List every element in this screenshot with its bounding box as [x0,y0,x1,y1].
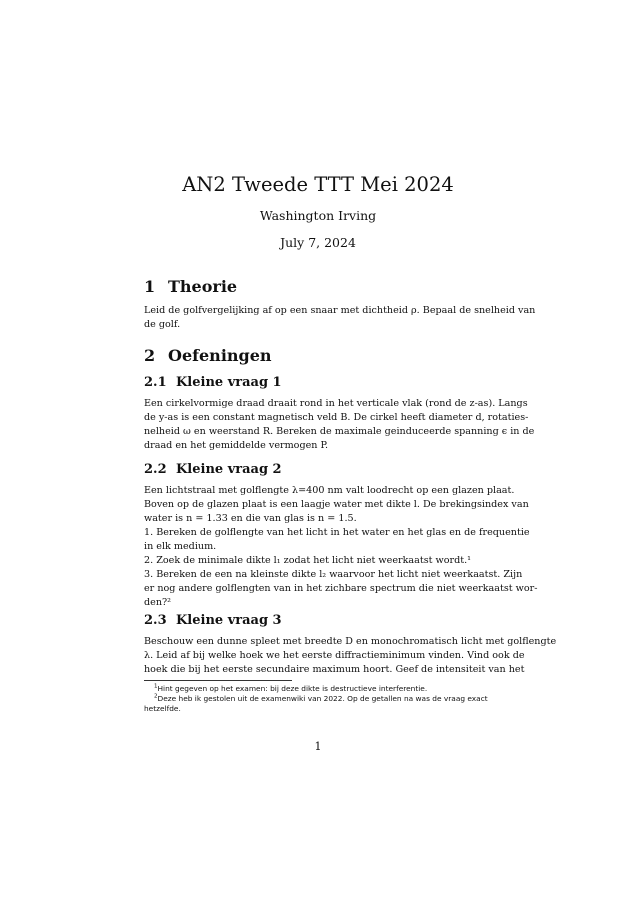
text-line: nelheid ω en weerstand R. Bereken de maximale geinduceerde spanning ϵ in de [144,426,535,437]
footnote-mark: 2 [154,693,158,700]
paragraph-theorie [144,304,536,332]
subsection-number: 2.2 [144,462,167,477]
document-title: AN2 Tweede TTT Mei 2024 [182,173,454,196]
paragraph-kleine-vraag-2 [144,484,538,610]
subsection-heading-kleine-vraag-3 [144,613,282,628]
footnote-text: Deze heb ik gestolen uit de examenwiki van 2022. Op de getallen na was de vraag exact hetzelfde. [144,694,488,713]
footnotes [144,684,512,714]
text-line: 2. Zoek de minimale dikte l₁ zodat het licht niet weerkaatst wordt.¹ [144,555,471,566]
text-line: Een lichtstraal met golflengte λ=400 nm valt loodrecht op een glazen plaat. [144,485,515,496]
footnote [144,694,512,714]
page-number: 1 [314,740,322,753]
footnote-rule [144,680,292,681]
subsection-title: Kleine vraag 3 [176,613,282,628]
paragraph-kleine-vraag-3 [144,635,557,677]
text-line: 1. Bereken de golflengte van het licht in het water en het glas en de frequentie [144,527,530,538]
section-title: Oefeningen [168,346,272,365]
text-line: den?² [144,597,171,608]
text-line: draad en het gemiddelde vermogen P. [144,440,329,451]
footnote-text: Hint gegeven op het examen: bij deze dikte is destructieve interferentie. [157,684,428,693]
text-line: Leid de golfvergelijking af op een snaar met dichtheid ρ. Bepaal de snelheid van [144,305,536,316]
subsection-number: 2.1 [144,375,167,390]
footnote-mark: 1 [154,683,158,690]
section-heading-oefeningen [144,346,272,365]
section-heading-theorie [144,277,237,296]
text-line: Een cirkelvormige draad draait rond in het verticale vlak (rond de z-as). Langs [144,398,528,409]
subsection-title: Kleine vraag 1 [176,375,282,390]
text-line: water is n = 1.33 en die van glas is n = 1.5. [144,513,357,524]
section-number: 1 [144,277,156,296]
text-line: er nog andere golflengten van in het zichbare spectrum die niet weerkaatst wor- [144,583,538,594]
text-line: Beschouw een dunne spleet met breedte D en monochromatisch licht met golflengte [144,636,557,647]
text-line: hoek die bij het eerste secundaire maximum hoort. Geef de intensiteit van het [144,664,525,675]
paragraph-kleine-vraag-1 [144,397,535,453]
text-line: de y-as is een constant magnetisch veld B. De cirkel heeft diameter d, rotaties- [144,412,529,423]
section-number: 2 [144,346,156,365]
text-line: 3. Bereken de een na kleinste dikte l₂ waarvoor het licht niet weerkaatst. Zijn [144,569,523,580]
subsection-heading-kleine-vraag-1 [144,375,282,390]
subsection-number: 2.3 [144,613,167,628]
document-author: Washington Irving [259,208,377,223]
section-title: Theorie [168,277,238,296]
subsection-title: Kleine vraag 2 [176,462,282,477]
footnote [144,684,512,694]
text-line: in elk medium. [144,541,217,552]
subsection-heading-kleine-vraag-2 [144,462,282,477]
text-line: de golf. [144,319,181,330]
text-line: λ. Leid af bij welke hoek we het eerste diffractieminimum vinden. Vind ook de [144,650,525,661]
text-line: Boven op de glazen plaat is een laagje water met dikte l. De brekingsindex van [144,499,529,510]
document-date: July 7, 2024 [280,235,356,250]
